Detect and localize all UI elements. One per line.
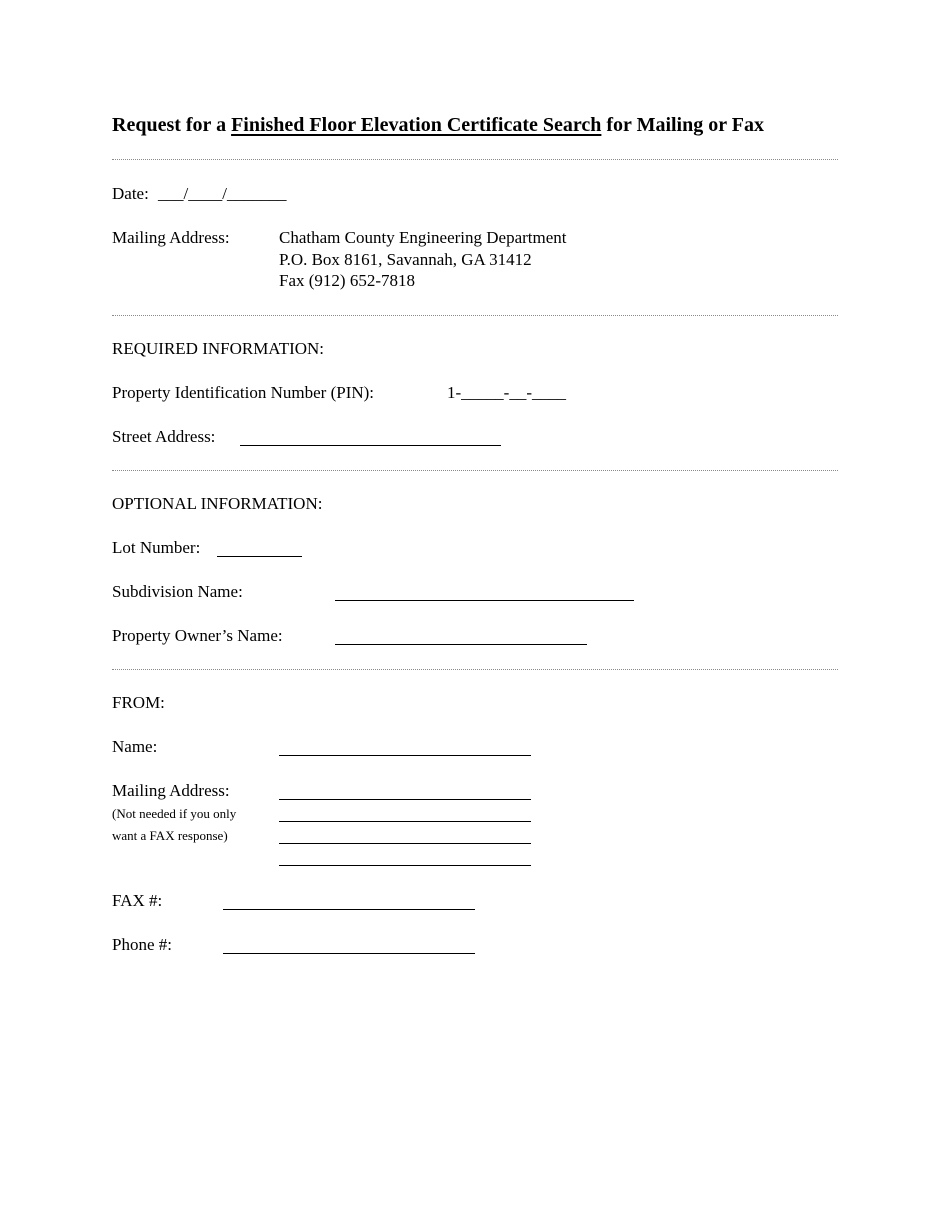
page-title: [112, 113, 764, 137]
from-address-field-line3[interactable]: [279, 843, 531, 844]
divider: [112, 159, 838, 160]
required-info-heading: REQUIRED INFORMATION:: [112, 339, 325, 358]
from-address-field-line2[interactable]: [279, 821, 531, 822]
lot-number-field[interactable]: [217, 556, 302, 557]
title-underlined: Finished Floor Elevation Certificate Search: [231, 114, 602, 136]
department-name: Chatham County Engineering Department: [279, 228, 567, 247]
lot-number-label: Lot Number:: [112, 538, 201, 557]
divider: [112, 669, 838, 670]
divider: [112, 470, 838, 471]
pin-field[interactable]: 1-_____-__-____: [447, 383, 566, 402]
mailing-address-label: Mailing Address:: [112, 228, 230, 247]
date-field[interactable]: ___/____/_______: [158, 184, 287, 203]
department-po-box: P.O. Box 8161, Savannah, GA 31412: [279, 250, 532, 269]
mailing-address-note-line2: want a FAX response): [112, 828, 228, 843]
from-address-field-line4[interactable]: [279, 865, 531, 866]
from-mailing-address-label: Mailing Address:: [112, 781, 230, 800]
title-prefix: Request for a: [112, 114, 232, 136]
from-address-field-line1[interactable]: [279, 799, 531, 800]
street-address-field[interactable]: [240, 445, 501, 446]
optional-info-heading: OPTIONAL INFORMATION:: [112, 494, 323, 513]
property-owner-label: Property Owner’s Name:: [112, 626, 283, 645]
fax-field[interactable]: [223, 909, 475, 910]
subdivision-name-label: Subdivision Name:: [112, 582, 243, 601]
from-name-field[interactable]: [279, 755, 531, 756]
date-label: Date:: [112, 184, 149, 203]
department-fax: Fax (912) 652-7818: [279, 271, 415, 290]
mailing-address-note-line1: (Not needed if you only: [112, 806, 237, 821]
from-name-label: Name:: [112, 737, 158, 756]
title-suffix: for Mailing or Fax: [601, 114, 764, 136]
phone-label: Phone #:: [112, 935, 172, 954]
from-heading: FROM:: [112, 693, 165, 712]
pin-label: Property Identification Number (PIN):: [112, 383, 375, 402]
divider: [112, 315, 838, 316]
subdivision-name-field[interactable]: [335, 600, 634, 601]
fax-label: FAX #:: [112, 891, 163, 910]
property-owner-field[interactable]: [335, 644, 587, 645]
phone-field[interactable]: [223, 953, 475, 954]
street-address-label: Street Address:: [112, 427, 216, 446]
